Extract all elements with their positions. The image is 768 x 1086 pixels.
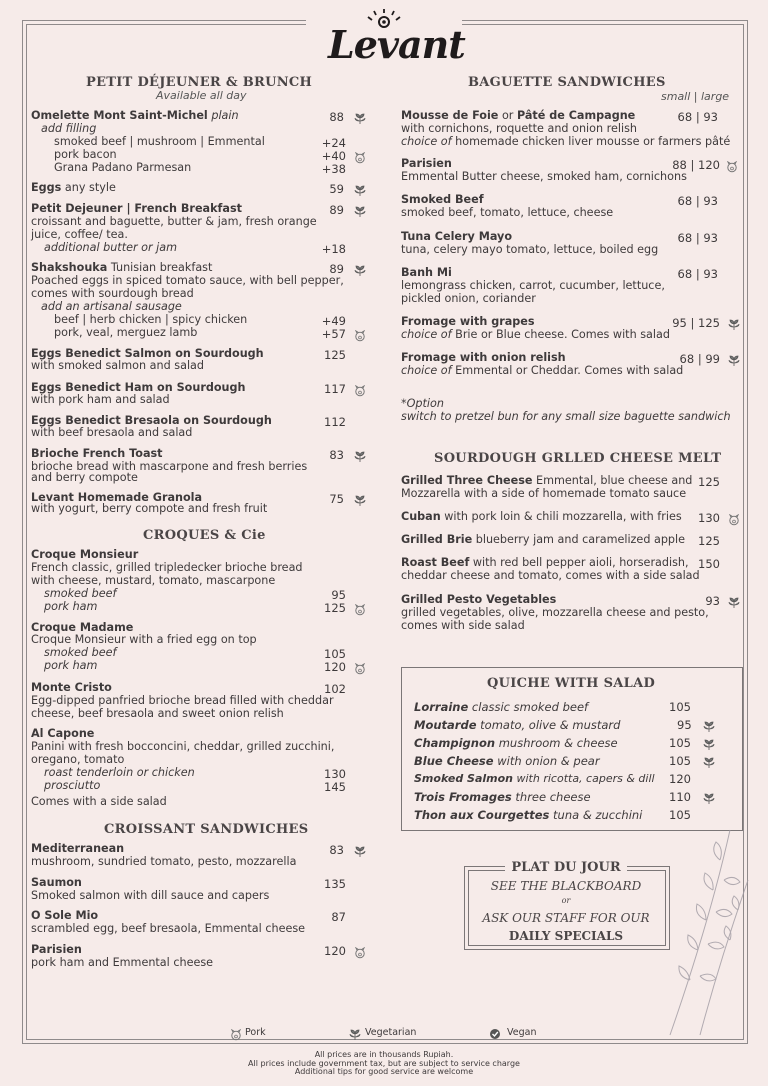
- price: 83: [329, 843, 344, 857]
- menu-item-petit-dejeuner: Petit Dejeuner | French Breakfast: [31, 202, 242, 215]
- quiche-item: Blue Cheese with onion & pear: [414, 754, 600, 768]
- item-description: with cheese, mustard, tomato, mascarpone: [31, 574, 276, 587]
- price: 87: [331, 910, 346, 924]
- item-description: Smoked salmon with dill sauce and capers: [31, 889, 270, 902]
- option: prosciutto: [44, 779, 101, 792]
- pork-icon: [726, 158, 738, 170]
- price: +40: [321, 149, 346, 163]
- quiche-item: Trois Fromages three cheese: [414, 790, 591, 804]
- item-description: grilled vegetables, olive, mozzarella cheese and pesto,: [401, 606, 709, 619]
- price: 125: [324, 601, 346, 615]
- option: smoked beef: [44, 587, 117, 600]
- price: 89: [329, 203, 344, 217]
- vegetarian-icon: [354, 110, 366, 122]
- vegetarian-icon: [354, 262, 366, 274]
- pork-icon: [354, 944, 366, 956]
- price: 102: [324, 682, 346, 696]
- quiche-item: Champignon mushroom & cheese: [414, 736, 618, 750]
- option-note: *Option: [401, 397, 444, 410]
- item-description: Comes with a side salad: [31, 795, 167, 808]
- section-title-baguette: BAGUETTE SANDWICHES: [468, 75, 666, 90]
- price: +18: [321, 242, 346, 256]
- price: 83: [329, 448, 344, 462]
- item-description: Egg-dipped panfried brioche bread filled with cheddar: [31, 694, 334, 707]
- pork-icon: [354, 382, 366, 394]
- vegetarian-icon: [354, 448, 366, 460]
- quiche-item: Smoked Salmon with ricotta, capers & dill: [414, 772, 655, 785]
- price: 95: [331, 588, 346, 602]
- item-description: smoked beef, tomato, lettuce, cheese: [401, 206, 614, 219]
- price: 135: [324, 877, 346, 891]
- price: 125: [698, 475, 720, 489]
- lavender-decoration: [650, 820, 750, 1040]
- price: 105: [669, 808, 691, 822]
- vegetarian-icon: [728, 594, 740, 606]
- levant-logo: [318, 6, 465, 72]
- menu-item-banh-mi: Banh Mi: [401, 266, 452, 279]
- price: 89: [329, 262, 344, 276]
- price: 68 | 93: [677, 110, 718, 124]
- vegetarian-icon: [703, 736, 715, 748]
- item-description: with pork ham and salad: [31, 393, 170, 406]
- price: 88: [329, 110, 344, 124]
- filling-option: pork bacon: [54, 148, 117, 161]
- price: 145: [324, 780, 346, 794]
- menu-item-eb-salmon: Eggs Benedict Salmon on Sourdough: [31, 347, 264, 360]
- vegetarian-icon: [348, 1026, 360, 1038]
- legend-vegan: Vegan: [507, 1027, 537, 1038]
- menu-item-brioche: Brioche French Toast: [31, 447, 163, 460]
- menu-item-eb-ham: Eggs Benedict Ham on Sourdough: [31, 381, 246, 394]
- item-description: Poached eggs in spiced tomato sauce, with bell pepper,: [31, 274, 344, 287]
- vegetarian-icon: [728, 352, 740, 364]
- price: 75: [329, 492, 344, 506]
- item-description: with yogurt, berry compote and fresh fruit: [31, 502, 268, 515]
- plat-du-jour-title: PLAT DU JOUR: [466, 860, 666, 875]
- item-description: brioche bread with mascarpone and fresh berries: [31, 460, 308, 473]
- price: 112: [324, 415, 346, 429]
- price: 95 | 125: [672, 316, 720, 330]
- item-description: comes with sourdough bread: [31, 287, 194, 300]
- item-description: pork ham and Emmental cheese: [31, 956, 214, 969]
- pork-icon: [230, 1026, 242, 1038]
- price: +57: [321, 327, 346, 341]
- menu-item-parisien-baguette: Parisien: [401, 157, 452, 170]
- menu-item-eb-bresaola: Eggs Benedict Bresaola on Sourdough: [31, 414, 272, 427]
- section-title-melt: SOURDOUGH GRLLED CHEESE MELT: [434, 451, 722, 466]
- size-header: small | large: [661, 90, 730, 103]
- vegetarian-icon: [728, 316, 740, 328]
- item-description: pickled onion, coriander: [401, 292, 536, 305]
- item-description: French classic, grilled tripledecker brioche bread: [31, 561, 303, 574]
- filling-option: Grana Padano Parmesan: [54, 161, 192, 174]
- addon-option: pork, veal, merguez lamb: [54, 326, 198, 339]
- vegetarian-icon: [354, 843, 366, 855]
- vegetarian-icon: [354, 203, 366, 215]
- menu-item-shakshouka: Shakshouka Tunisian breakfast: [31, 261, 213, 274]
- item-description: tuna, celery mayo tomato, lettuce, boiled egg: [401, 243, 659, 256]
- quiche-item: Thon aux Courgettes tuna & zucchini: [414, 808, 643, 822]
- pork-icon: [354, 149, 366, 161]
- menu-item-croque-madame: Croque Madame: [31, 621, 134, 634]
- pork-icon: [354, 660, 366, 672]
- menu-item-tuna: Tuna Celery Mayo: [401, 230, 513, 243]
- menu-item-fromage-grapes: Fromage with grapes: [401, 315, 535, 328]
- option-note: switch to pretzel bun for any small size baguette sandwich: [401, 410, 731, 423]
- vegan-check-icon: [489, 1025, 501, 1037]
- price: +24: [321, 136, 346, 150]
- plat-or: or: [561, 896, 571, 905]
- item-addon: add an artisanal sausage: [41, 300, 182, 313]
- price: 130: [698, 511, 720, 525]
- item-description: with smoked salmon and salad: [31, 359, 205, 372]
- pork-icon: [354, 327, 366, 339]
- item-description: Emmental Butter cheese, smoked ham, cornichons: [401, 170, 687, 183]
- price: 125: [324, 348, 346, 362]
- item-description: lemongrass chicken, carrot, cucumber, lettuce,: [401, 279, 665, 292]
- price: 120: [324, 660, 346, 674]
- section-title-croissant: CROISSANT SANDWICHES: [104, 822, 309, 837]
- price: 88 | 120: [672, 158, 720, 172]
- vegetarian-icon: [703, 790, 715, 802]
- section-title-petit: PETIT DÉJEUNER & BRUNCH: [86, 75, 313, 90]
- price: 120: [669, 772, 691, 786]
- plat-line: SEE THE BLACKBOARD: [490, 879, 642, 893]
- menu-item-fromage-onion: Fromage with onion relish: [401, 351, 566, 364]
- price: 68 | 93: [677, 194, 718, 208]
- item-addon: additional butter or jam: [44, 241, 177, 254]
- item-description: choice of Brie or Blue cheese. Comes with salad: [401, 328, 670, 341]
- item-description: Croque Monsieur with a fried egg on top: [31, 633, 257, 646]
- menu-item-al-capone: Al Capone: [31, 727, 95, 740]
- pork-icon: [354, 601, 366, 613]
- option: smoked beef: [44, 646, 117, 659]
- menu-item-o-sole-mio: O Sole Mio: [31, 909, 99, 922]
- option: pork ham: [44, 600, 98, 613]
- item-description: comes with side salad: [401, 619, 525, 632]
- filling-option: smoked beef | mushroom | Emmental: [54, 135, 265, 148]
- menu-item-foie: Mousse de Foie or Pâté de Campagne: [401, 109, 636, 122]
- price: +38: [321, 162, 346, 176]
- item-description: choice of Emmental or Cheddar. Comes with salad: [401, 364, 684, 377]
- price: 68 | 99: [679, 352, 720, 366]
- item-description: Panini with fresh bocconcini, cheddar, grilled zucchini,: [31, 740, 335, 753]
- legend-vegetarian: Vegetarian: [365, 1027, 417, 1038]
- footer-note: All prices include government tax, but are subject to service charge: [248, 1059, 520, 1068]
- item-description: choice of homemade chicken liver mousse or farmers pâté: [401, 135, 731, 148]
- item-description: Mozzarella with a side of homemade tomato sauce: [401, 487, 687, 500]
- price: 95: [677, 718, 692, 732]
- price: 110: [669, 790, 691, 804]
- option: roast tenderloin or chicken: [44, 766, 195, 779]
- item-description: cheese, beef bresaola and sweet onion relish: [31, 707, 284, 720]
- add-filling-label: add filling: [41, 122, 97, 135]
- price: 68 | 93: [677, 267, 718, 281]
- menu-item-roast-beef: Roast Beef with red bell pepper aioli, horseradish,: [401, 556, 689, 569]
- section-title-quiche: QUICHE WITH SALAD: [487, 676, 656, 691]
- price: 105: [669, 754, 691, 768]
- vegetarian-icon: [354, 492, 366, 504]
- menu-item-eggs: Eggs any style: [31, 181, 116, 194]
- menu-item-smoked-beef: Smoked Beef: [401, 193, 484, 206]
- price: 105: [324, 647, 346, 661]
- legend-pork: Pork: [245, 1027, 266, 1038]
- price: 120: [324, 944, 346, 958]
- footer-note: Additional tips for good service are welcome: [294, 1067, 474, 1076]
- price: 105: [669, 700, 691, 714]
- footer-note: All prices are in thousands Rupiah.: [314, 1050, 454, 1059]
- section-subtitle: Available all day: [156, 89, 247, 102]
- item-description: scrambled egg, beef bresaola, Emmental cheese: [31, 922, 306, 935]
- option: pork ham: [44, 659, 98, 672]
- item-description: oregano, tomato: [31, 753, 125, 766]
- vegetarian-icon: [354, 182, 366, 194]
- price: 59: [329, 182, 344, 196]
- section-title-croques: CROQUES & Cie: [143, 528, 266, 543]
- item-description: cheddar cheese and tomato, comes with a side salad: [401, 569, 700, 582]
- menu-item-mediterranean: Mediterranean: [31, 842, 125, 855]
- menu-item-granola: Levant Homemade Granola: [31, 491, 203, 504]
- menu-item-saumon: Saumon: [31, 876, 82, 889]
- menu-item-parisien-croissant: Parisien: [31, 943, 82, 956]
- menu-item-three-cheese: Grilled Three Cheese Emmental, blue cheese and: [401, 474, 693, 487]
- logo-text: Levant: [328, 22, 465, 67]
- quiche-item: Moutarde tomato, olive & mustard: [414, 718, 621, 732]
- plat-line: DAILY SPECIALS: [508, 929, 624, 943]
- price: 150: [698, 557, 720, 571]
- item-description: croissant and baguette, butter & jam, fresh orange: [31, 215, 317, 228]
- price: 68 | 93: [677, 231, 718, 245]
- menu-item-monte-cristo: Monte Cristo: [31, 681, 112, 694]
- menu-item-croque-monsieur: Croque Monsieur: [31, 548, 139, 561]
- vegetarian-icon: [703, 718, 715, 730]
- vegetarian-icon: [703, 754, 715, 766]
- quiche-item: Lorraine classic smoked beef: [414, 700, 589, 714]
- pork-icon: [728, 511, 740, 523]
- price: 130: [324, 767, 346, 781]
- menu-item-cuban: Cuban with pork loin & chili mozzarella, with fries: [401, 510, 682, 523]
- price: 125: [698, 534, 720, 548]
- menu-item-pesto-vegetables: Grilled Pesto Vegetables: [401, 593, 557, 606]
- price: 105: [669, 736, 691, 750]
- plat-line: ASK OUR STAFF FOR OUR: [482, 911, 650, 925]
- item-description: with cornichons, roquette and onion relish: [401, 122, 638, 135]
- item-description: juice, coffee/ tea.: [31, 228, 128, 241]
- item-description: mushroom, sundried tomato, pesto, mozzarella: [31, 855, 297, 868]
- item-description: and berry compote: [31, 471, 138, 484]
- price: 117: [324, 382, 346, 396]
- addon-option: beef | herb chicken | spicy chicken: [54, 313, 248, 326]
- item-description: with beef bresaola and salad: [31, 426, 193, 439]
- menu-item-omelette: Omelette Mont Saint-Michel plain: [31, 109, 239, 122]
- menu-item-grilled-brie: Grilled Brie blueberry jam and caramelized apple: [401, 533, 686, 546]
- price: 93: [705, 594, 720, 608]
- price: +49: [321, 314, 346, 328]
